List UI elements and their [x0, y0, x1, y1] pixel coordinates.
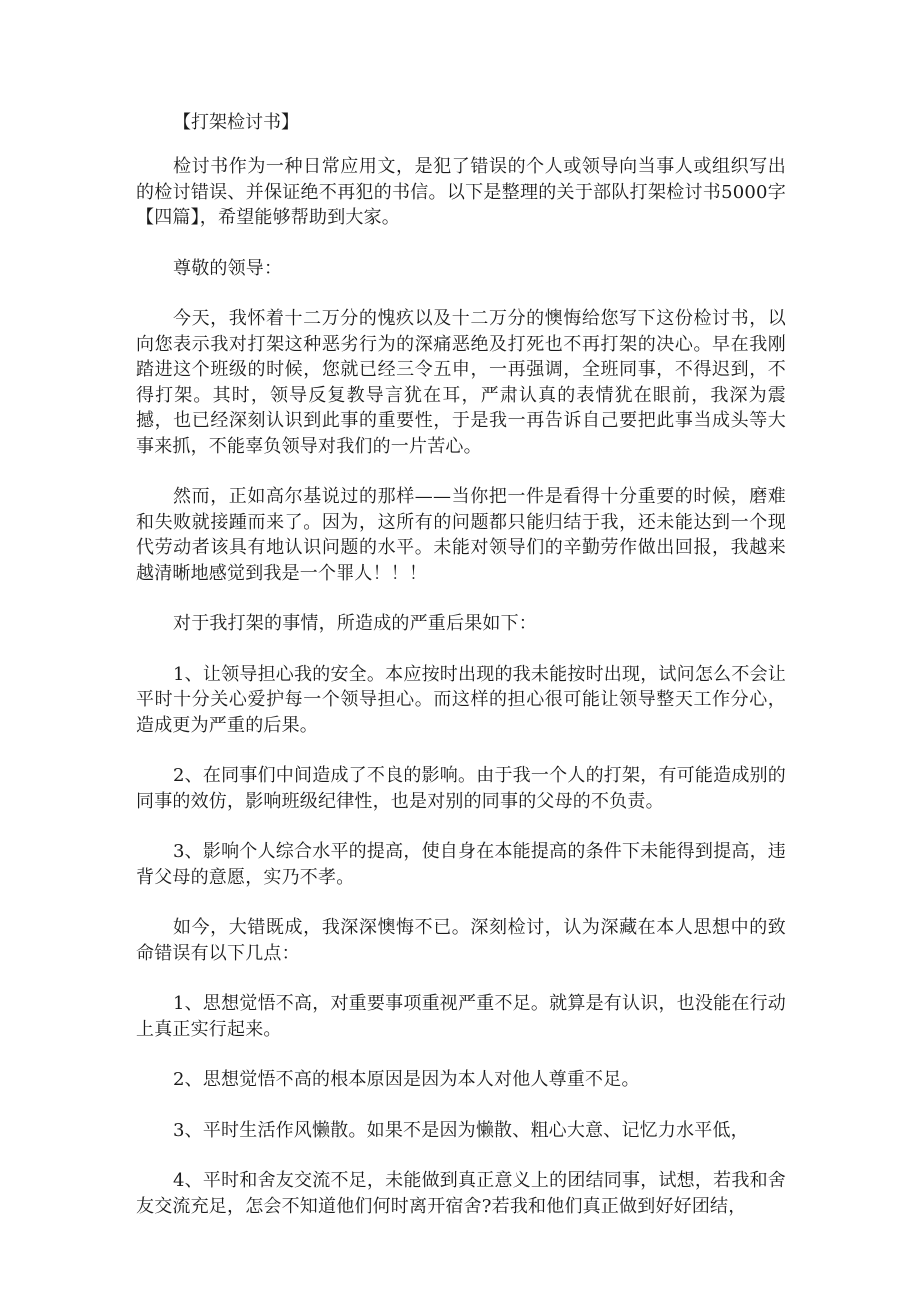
- paragraph-error-3: 3、平时生活作风懒散。如果不是因为懒散、粗心大意、记忆力水平低，: [173, 1119, 749, 1141]
- paragraph-consequence-3: 3、影响个人综合水平的提高，使自身在本能提高的条件下未能得到提高，违背父母的意愿，实乃不孝。: [136, 841, 786, 888]
- paragraph-reflection: 然而，正如高尔基说过的那样——当你把一件是看得十分重要的时候，磨难和失败就接踵而来了。因为，这所有的问题都只能归结于我，还未能达到一个现代劳动者该具有地认识问题的水平。未能对领导们的辛勤劳作做出回报，我越来越清晰地感觉到我是一个罪人！！！: [136, 486, 786, 584]
- document-body: [136, 154, 786, 1244]
- paragraph-consequence-2: 2、在同事们中间造成了不良的影响。由于我一个人的打架，有可能造成别的同事的效仿，影响班级纪律性，也是对别的同事的父母的不负责。: [136, 765, 786, 812]
- paragraph-consequences-heading: 对于我打架的事情，所造成的严重后果如下：: [173, 613, 537, 634]
- paragraph-apology: 今天，我怀着十二万分的愧疚以及十二万分的懊悔给您写下这份检讨书，以向您表示我对打架这种恶劣行为的深痛恶绝及打死也不再打架的决心。早在我刚踏进这个班级的时候，您就已经三令五申，一再强调，全班同事，不得迟到，不得打架。其时，领导反复教导言犹在耳，严肃认真的表情犹在眼前，我深为震撼，也已经深刻认识到此事的重要性，于是我一再告诉自己要把此事当成头等大事来抓，不能辜负领导对我们的一片苦心。: [136, 308, 786, 457]
- paragraph-intro: 检讨书作为一种日常应用文，是犯了错误的个人或领导向当事人或组织写出的检讨错误、并保证绝不再犯的书信。以下是整理的关于部队打架检讨书5000字【四篇】，希望能够帮助到大家。: [136, 156, 786, 228]
- document-title: 【打架检讨书】: [173, 112, 299, 133]
- paragraph-errors-heading: 如今，大错既成，我深深懊悔不已。深刻检讨，认为深藏在本人思想中的致命错误有以下几点：: [136, 917, 786, 964]
- paragraph-error-4: 4、平时和舍友交流不足，未能做到真正意义上的团结同事，试想，若我和舍友交流充足，怎会不知道他们何时离开宿舍?若我和他们真正做到好好团结，: [136, 1170, 786, 1217]
- paragraph-salutation: 尊敬的领导：: [173, 257, 283, 279]
- paragraph-consequence-1: 1、让领导担心我的安全。本应按时出现的我未能按时出现，试问怎么不会让平时十分关心爱护每一个领导担心。而这样的担心很可能让领导整天工作分心，造成更为严重的后果。: [136, 663, 786, 736]
- paragraph-error-2: 2、思想觉悟不高的根本原因是因为本人对他人尊重不足。: [173, 1069, 640, 1090]
- paragraph-error-1: 1、思想觉悟不高，对重要事项重视严重不足。就算是有认识，也没能在行动上真正实行起来。: [136, 993, 786, 1040]
